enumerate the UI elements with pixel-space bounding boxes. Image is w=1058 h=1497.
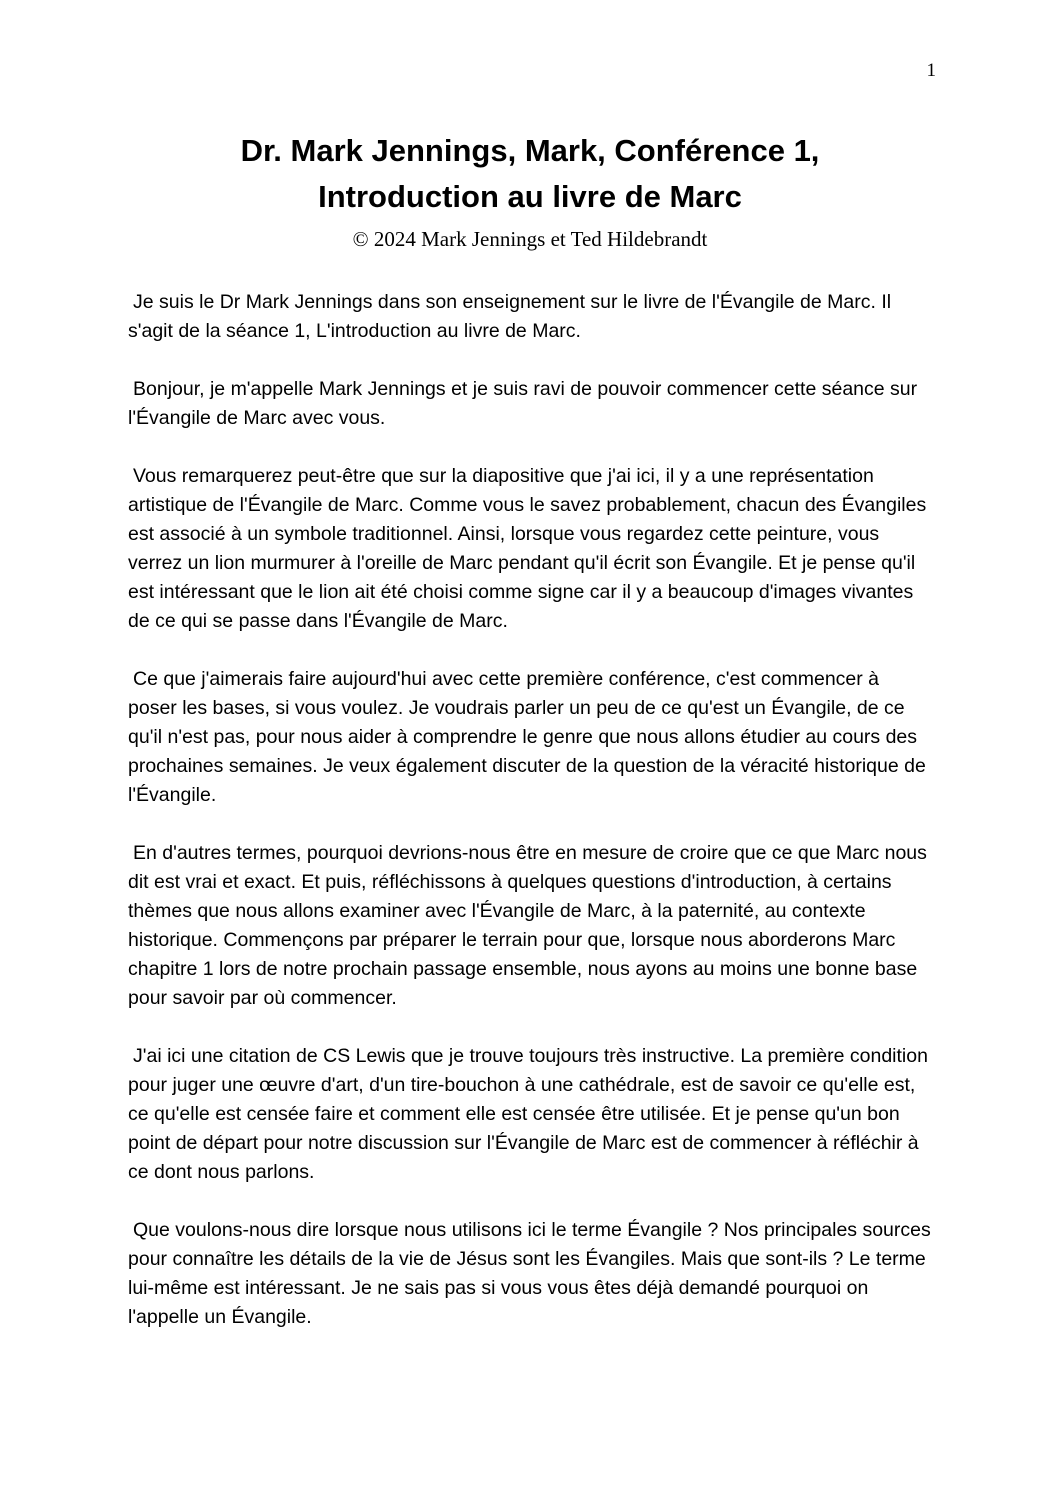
page-number: 1 [926,60,936,81]
title-line-2: Introduction au livre de Marc [318,179,742,214]
document-title [128,128,932,220]
paragraph-6: J'ai ici une citation de CS Lewis que je trouve toujours très instructive. La première condition pour juger une œuvre d'art, d'un tire-bouchon à une cathédrale, est de savoir ce qu'elle est, ce qu'elle est censée faire et comment elle est censée être utilisée. Et je pense qu'un bon point de départ pour notre discussion sur l'Évangile de Marc est de commencer à réfléchir à ce dont nous parlons. [128,1045,928,1183]
paragraph-2: Bonjour, je m'appelle Mark Jennings et je suis ravi de pouvoir commencer cette séance sur l'Évangile de Marc avec vous. [128,378,918,429]
document-body [128,288,932,1332]
paragraph-4: Ce que j'aimerais faire aujourd'hui avec cette première conférence, c'est commencer à poser les bases, si vous voulez. Je voudrais parler un peu de ce qu'est un Évangile, de ce qu'il n'est pas, pour nous aider à comprendre le genre que nous allons étudier au cours des prochaines semaines. Je veux également discuter de la question de la véracité historique de l'Évangile. [128,668,926,806]
paragraph-7: Que voulons-nous dire lorsque nous utilisons ici le terme Évangile ? Nos principales sources pour connaître les détails de la vie de Jésus sont les Évangiles. Mais que sont-ils ? Le terme lui-même est intéressant. Je ne sais pas si vous vous êtes déjà demandé pourquoi on l'appelle un Évangile. [128,1219,931,1328]
paragraph-1: Je suis le Dr Mark Jennings dans son enseignement sur le livre de l'Évangile de Marc. Il s'agit de la séance 1, L'introduction au livre de Marc. [128,291,892,342]
paragraph-5: En d'autres termes, pourquoi devrions-nous être en mesure de croire que ce que Marc nous dit est vrai et exact. Et puis, réfléchissons à quelques questions d'introduction, à certains thèmes que nous allons examiner avec l'Évangile de Marc, à la paternité, au contexte historique. Commençons par préparer le terrain pour que, lorsque nous aborderons Marc chapitre 1 lors de notre prochain passage ensemble, nous ayons au moins une bonne base pour savoir par où commencer. [128,842,927,1009]
title-line-1: Dr. Mark Jennings, Mark, Conférence 1, [240,133,820,168]
copyright-line: © 2024 Mark Jennings et Ted Hildebrandt [352,227,708,251]
paragraph-3: Vous remarquerez peut-être que sur la diapositive que j'ai ici, il y a une représentation artistique de l'Évangile de Marc. Comme vous le savez probablement, chacun des Évangiles est associé à un symbole traditionnel. Ainsi, lorsque vous regardez cette peinture, vous verrez un lion murmurer à l'oreille de Marc pendant qu'il écrit son Évangile. Et je pense qu'il est intéressant que le lion ait été choisi comme signe car il y a beaucoup d'images vivantes de ce qui se passe dans l'Évangile de Marc. [128,465,927,632]
